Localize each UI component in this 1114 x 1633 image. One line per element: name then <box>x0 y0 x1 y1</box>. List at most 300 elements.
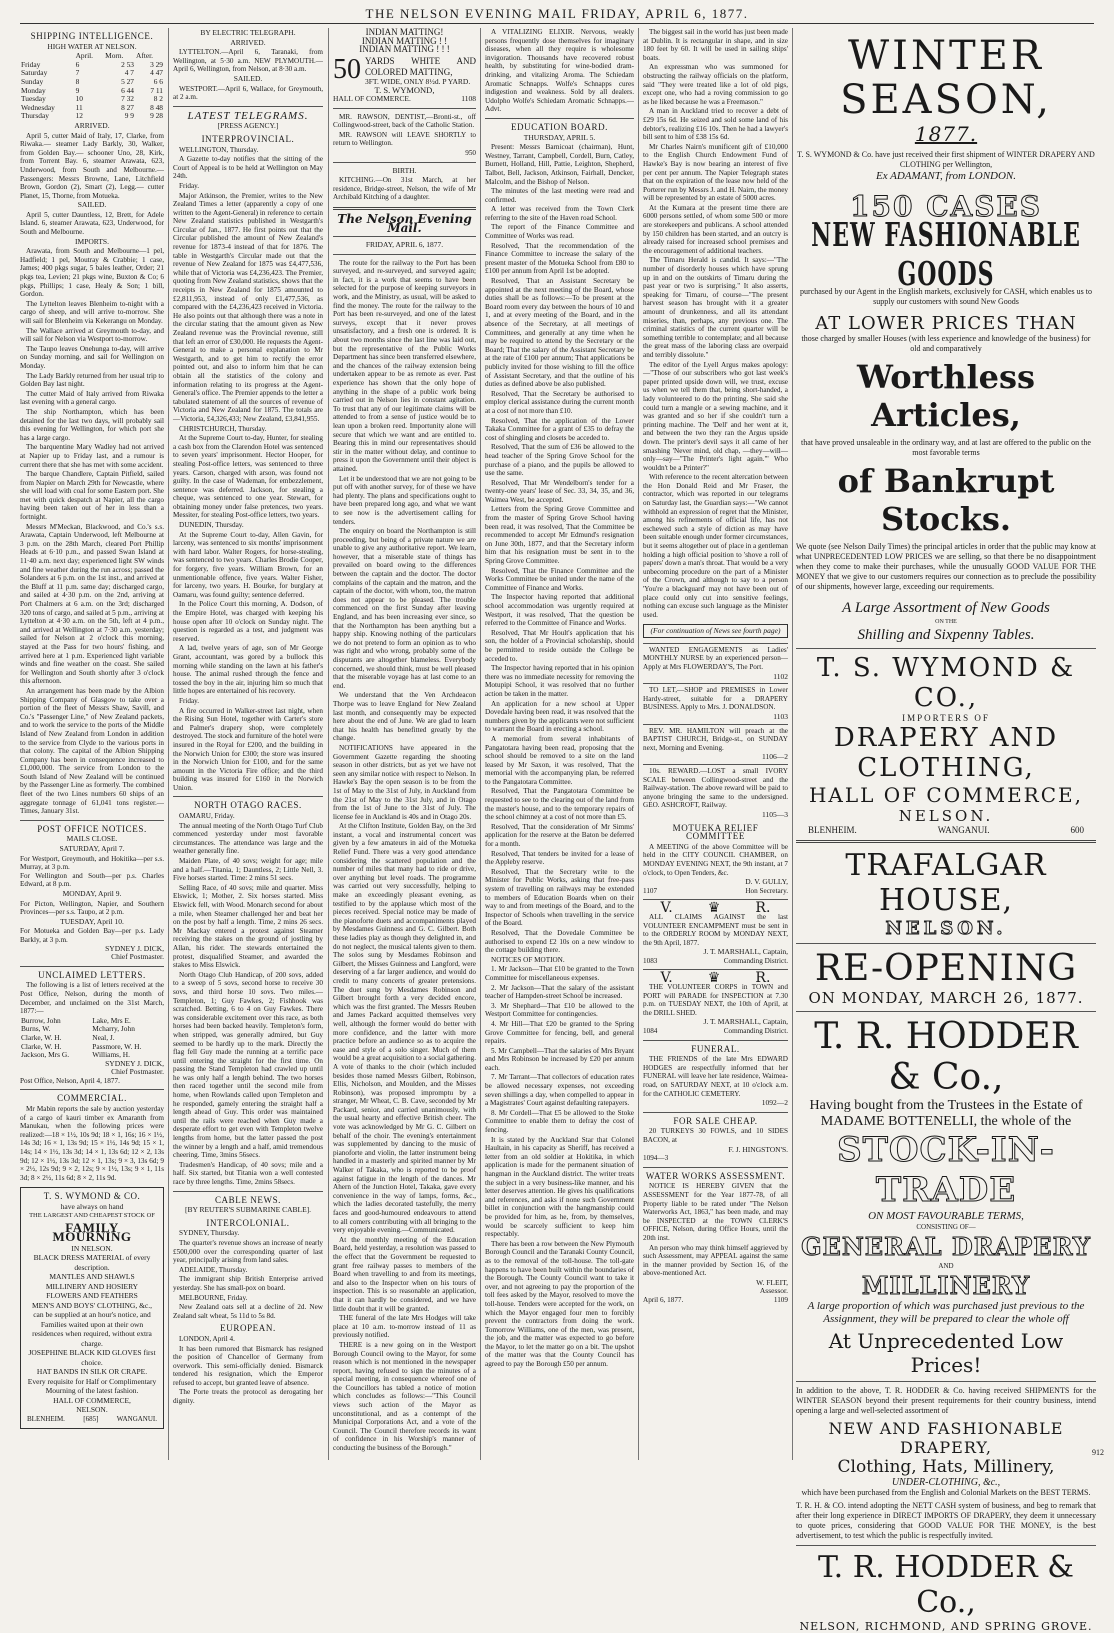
vr-heading <box>643 900 788 917</box>
divider <box>333 207 476 210</box>
continuation-note: (For continuation of News see fourth page) <box>643 624 788 638</box>
tide-cell: 9 <box>75 85 80 95</box>
education-paragraph: Letters from the Spring Grove Committee and from the master of Spring Grove School having been read, it was resolved, That the Committee be recommended to accept Mr Edmund's resignation on June 30th, 1877, and that the Secretary inform him that his resignation must be sent in to the Spring Grove Committee. <box>485 505 634 566</box>
advert-number: 1106—2 <box>762 752 788 762</box>
unclaimed-name: Williams, H. <box>92 1050 130 1060</box>
page-number: 912 <box>1092 1448 1104 1457</box>
divider <box>643 1167 788 1168</box>
education-paragraph: Resolved, That the Dovedale Committee be authorised to expend £2 10s on a new window to the cottage building there. <box>485 928 634 955</box>
editorial-paragraph: At the Clifton Institute, Golden Bay, on the 3rd instant, a vocal and instrumental concert was given by a few amateurs in aid of the Motueka Relief Fund. There was a very good attendance considering the scattered population and the number of miles that many had to ride or drive, over anything but level roads. The programme was carried out very successfully, helping to make an exceedingly pleasant evening, as testified to by the applause which most of the pieces received. Special notice may be made of the pianoforte duets and accompaniments played by Mesdames Guinness and G. C. Gilbert. Both these ladies play as though they delighted in, and do not neglect, the musical talents given to them. The solos sung by Mesdames Robinson and Gilbert, the Misses Guinness and Langford, were deserving of a far larger audience, and would do credit to many concerts of greater pretensions. The duet sung by Mesdames Robinson and Gilbert brought forth a very decided encore, which was the first granted. The Messrs Reuben and James Packard acquitted themselves very well, although the former would do better with more confidence, and the latter with more practice before an audience so as to acquire the ease and style of a solo singer. Much of them would be a great acquisition to a social gathering. A vote of thanks to the choir (which included besides those named Messrs Gilbert, Robinson, Ellis, Nicholson, and Moulden, and the Misses Robinson), was proposed impromptu by a stranger, Mr Wheat, C. B. Cave, seconded by Mr Packard, senior, and carried unanimously, with the usual hearty and effective British cheer. The vote was acknowledged by Mr G. C. Gilbert on behalf of the choir. The evening's entertainment was supplemented by dancing to the music of pianoforte and violin, the latter instrument being handled in a masterly and spirited manner by Mr Walker of Takaka, who is reported to be proof against fatigue in the length of the dances. Mr Ahern of the Junction Hotel, Takaka, gave every convenience in the way of lamps, forms, &c., which the ladies decorated tastefully, the merry faces and good-humoured endeavours to attend to all comers contributing with all bringing to the very enjoyable evening.—Communicated. <box>333 822 476 1235</box>
unclaimed-name: Clarke, W. H. <box>21 1032 62 1042</box>
education-paragraph: Present: Messrs Barnicoat (chairman), Hunt, Westney, Tarrant, Campbell, Cordell, Burn, Catley, Burnett, Holland, Hill, Pattie, Leighton, Shepherd, Talbot, Bell, Jackson, Atkinson, Fairhall, Dencker, Malcolm, and the Bishop of Nelson. <box>485 143 634 186</box>
races-paragraph: The annual meeting of the North Otago Turf Club commenced yesterday under most favorable circumstances. The attendance was large and the weather generally fine. <box>173 821 323 856</box>
vr-heading <box>643 970 788 987</box>
new-goods-headline: NEW FASHIONABLE GOODS <box>811 216 1081 294</box>
education-paragraph: 8. Mr Cordell—That £5 be allowed to the Stoke Committee to enable them to defray the cost of fencing. <box>485 1108 634 1135</box>
education-paragraph: Resolved, That Mr Wendelborn's tender for a twenty-one years' lease of Sec. 33, 34, 35, and 36, Waimea West, be accepted. <box>485 478 634 504</box>
water-text-2: An person who may think himself aggrieved by such Assessment, may APPEAL against the same in the manner provided by Section 16, of the above-mentioned Act. <box>643 1243 788 1278</box>
tide-cell: 8 2 <box>153 94 163 104</box>
divider <box>796 840 1096 843</box>
editorial-paragraph: The route for the railway to the Port has been surveyed, and re-surveyed, and surveyed again; in fact, it is a work that seems to have been selected for the purpose of keeping surveyors in work, and the Ministry, as usual, will be asked to find the money. The route for the railway to the Port has been re-surveyed, and one of the latest surveys, except that it never proves unsatisfactory, and a fresh one is ordered. It is about two months since the last line was laid out, but the representative of the Public Works Department has since been transferred elsewhere, and the chances of the railway extension being undertaken appear to be as remote as ever. Past experience has shown that the only hope of anything in the shape of a public work being carried out in Nelson lies in constant agitation. To trust that any of our legitimate claims will be attended to from a sense of justice would be to lean upon a broken reed. Importunity alone will secure that which we want and are entitled to. Bearing this in mind our representatives should stir in the matter without delay, and continue to press it upon the Government until their object is attained. <box>333 258 476 473</box>
tide-col: Morn. <box>105 51 124 61</box>
interprovincial-heading: INTERPROVINCIAL. <box>201 133 295 144</box>
imports-text: Arawata, from South and Melbourne—1 pel, Hadfield; 1 pel, Moutray & Crabbie; 1 case, James; 400 pkgs sugar, 5 bales leather, Order; 21 pkgs tea, Levien; 21 pkgs wine, Buxton & Co; 6 pkgs, Phillips; 1 case, Healy & Son; 1 bill, Gordon. <box>20 247 164 299</box>
column-news-adverts <box>643 28 788 1460</box>
advert-number: 1094—3 <box>643 1154 669 1163</box>
clothing-hats: Clothing, Hats, Millinery, <box>837 1457 1055 1477</box>
education-paragraph: Resolved, That an Assistant Secretary be appointed at the next meeting of the Board, whose duties shall be as follows:—To be present at the Board room every day between the hours of 10 and 1, and at every meeting of the Board, and in the absence of the Secretary, at all meetings of Committees, and generally at any time when he may be required to attend by the Secretary or the Board; That the salary of the Assistant Secretary be at the rate of £100 per annum; That applications be publicly invited for those wishing to fill the office of Assistant Secretary, and that the outline of his duties as defined above be also published. <box>485 277 634 389</box>
arrived-heading: ARRIVED. <box>230 37 266 47</box>
tide-cell: 8 27 <box>121 102 134 112</box>
news-paragraph: A man in Auckland tried to recover a debt of £29 15s 6d. He seized and sold some land of his debtor's, realizing £16 10s. Then he had a lawyer's bill sent to him of £38 15s 6d. <box>643 107 788 142</box>
water-date: April 6, 1877. <box>643 1296 684 1305</box>
shipping-paragraph: The barque Chandlere, Captain Pitfield, sailed from Napier on March 29th for Newcastle, where she will load with coal for some Eastern port. She met with quick despatch at Napier, all the cargo having been taken out of her in less than a fortnight. <box>20 470 164 522</box>
news-paragraph: The biggest sail in the world has just been made at Dublin. It is rectangular in shape, and in size 180 feet by 60. It will be used in sailing ships' boats. <box>643 28 788 62</box>
drapery-clothing: DRAPERY AND CLOTHING, <box>833 723 1059 783</box>
column-rule <box>792 28 793 1460</box>
birth-heading: BIRTH. <box>392 165 417 175</box>
divider <box>643 1040 788 1041</box>
education-paragraph: Resolved, That the sum of £36 be allowed to the head teacher of the Spring Grove School for the purchase of a piano, and the pupils be allowed to use the same. <box>485 443 634 478</box>
column-drapery-adverts <box>796 28 1096 1633</box>
classified-text: WANTED ENGAGEMENTS as Ladies' MONTHLY NURSE by an experienced person—Apply at Mrs FLOWERDAY'S, The Port. <box>643 645 788 672</box>
commercial-heading: COMMERCIAL. <box>57 1093 127 1104</box>
classified-text: REV. MR. HAMILTON will preach at the BAPTIST CHURCH, Bridge-st., on SUNDAY next, Morning and Evening. <box>643 726 788 752</box>
shipping-paragraph: The Taupo leaves Onehunga to-day, will arrive on Sunday morning, and sail for Wellington on Monday. <box>20 344 164 370</box>
advert-line: have always on hand <box>60 1201 124 1211</box>
tide-cell: 5 27 <box>121 76 134 86</box>
and-line: AND <box>938 1262 954 1270</box>
european-paragraph: The Porte treats the protocol as derogating her dignity. <box>173 1388 323 1406</box>
shipping-paragraph: The Lady Barkly returned from her usual trip to Golden Bay last night. <box>20 371 164 389</box>
hall-of-commerce: HALL OF COMMERCE, <box>808 783 1083 807</box>
news-paragraph: With reference to the recent altercation between the Hon Donald Reid and Mr Fraser, the contractor, which was reported in our telegrams on Saturday last, the Guardian says:—"We cannot withhold an expression of regret that the Minister, among his refinements of official life, has not eschewed such a style of diction as may have been suitable enough under former circumstances, but it seems altogether out of place in a gentleman holding a high official position to 'shove a roll of papers' down a man's throat. That would be a very unbecoming procedure on the part of a Minister of the Crown, and although to say to a person 'You're a blackguard' may not have been out of place could only cut into sensitive feelings, nothing can excuse such language as the Minister used. <box>643 473 788 619</box>
tables-line: Shilling and Sixpenny Tables. <box>857 627 1035 643</box>
tide-table <box>20 52 164 121</box>
purchased-text: purchased by our Agent in the English markets, exclusively for CASH, which enables us to supply our customers with sound New Goods <box>800 287 1092 306</box>
education-date: THURSDAY, APRIL 5. <box>523 132 596 142</box>
education-paragraph: Resolved, That the Finance Committee and the Works Committee be united under the name of the Committee of Finance and Works. <box>485 566 634 592</box>
divider <box>173 1191 323 1192</box>
classified-advert <box>643 643 788 681</box>
bankrupt-headline: of Bankrupt Stocks. <box>837 462 1055 538</box>
unclaimed-table <box>20 1017 164 1060</box>
tide-cell: 8 <box>75 76 80 86</box>
post-signature-title: Chief Postmaster. <box>111 952 164 962</box>
matting-price: 3FT. WIDE, ONLY 8½d. P YARD. <box>365 76 471 86</box>
divider <box>485 118 634 119</box>
trafalgar-house: TRAFALGAR HOUSE, <box>845 848 1047 918</box>
arrived-text: April 5, cutter Maid of Italy, 17, Clarke, from Riwaka.— steamer Lady Barkly, 30, Walker, from Golden Bay.— schooner Uno, 28, Kirk, from Torrent Bay. 6, steamer Arawata, 623, Underwood, from South and Melbourne.—Passengers: Messrs Browne, Lane, Litchfield Brown, Gordon (2), Smart (2), Legg.— cutter Planet, 15, Thorne, from Motueka. <box>20 131 164 200</box>
hodder-firm: T. R. HODDER & Co., <box>814 1016 1078 1098</box>
column-telegrams <box>173 28 323 1460</box>
education-paragraph: The Inspector having reported that additional school accommodation was urgently required at Westport, it was resolved, That the question be referred to the Committee of Finance and Works. <box>485 593 634 628</box>
telegram-paragraph: WELLINGTON, Thursday. <box>179 145 259 154</box>
divider <box>643 1112 788 1113</box>
relief-text: A MEETING of the above Committee will be held in the CITY COUNCIL CHAMBER, on MONDAY EVENING NEXT, the 9th instant, at 7 o'clock, to Open Tenders, &c. <box>643 842 788 877</box>
water-signature: W. FLEIT, <box>756 1277 788 1287</box>
mourning-item: JOSEPHINE BLACK KID GLOVES first choice. <box>28 1348 156 1367</box>
divider <box>20 820 164 821</box>
shipping-paragraph: The Wallace arrived at Greymouth to-day, and will sail for Nelson via Westport to-morrow. <box>20 326 164 344</box>
mail-line: For Motueka and Golden Bay—per p.s. Lady Barkly, at 3 p.m. <box>20 927 164 944</box>
races-paragraph: North Otago Club Handicap, of 200 sovs, added to a sweep of 5 sovs, second horse to receive 30 sovs, and third horse 10 sovs. Two miles.—Templeton, 1; Guy Fawkes, 2; Fishhook was scratched. Betting, 6 to 4 on Guy Fawkes. There was considerable excitement over this race, as both horses had been backed heavily. Templeton's form, when stripped, was generally admired, but Guy seemed to be hardly up to the mark. Directly the flag fell Guy made the running at a terrific pace until entering the straight for the first time. On passing the Stand Templeton had crawled up until he was only half a length behind. The two horses then raced together until the second mile from home, when Rowlands called upon Templeton and he responded, gamely entering the straight half a length ahead of Guy. This order was maintained until the rails were reached when Guy made a desperate effort to get even with Templeton twelve lengths from home, but the latter passed the post the winner by a length and a half, amid tremendous cheering. Time, 3mins 56secs. <box>173 970 323 1160</box>
branch-wanganui: WANGANUI. <box>937 825 990 835</box>
commercial-text: Mr Mabin reports the sale by auction yesterday of a cargo of kauri timber ex Amaranth from Manukau, when the following prices were realized:—18 × 1½, 10s 9d; 18 × 1, 16s; 16 × 1½, 14s 3d; 16 × 1, 13s 9d; 15 × 1½, 14s 9d; 15 × 1, 14s; 14 × 1½, 13s 3d; 14 × 1, 13s 6d; 12 × 2, 13s 9d; 12 × 1½, 13s 3d; 12 × 1, 13s; 9 × 3, 13s 6d; 9 × 2½, 12s 9d; 9 × 2, 12s; 9 × 1½, 13s; 9 × 1, 11s 3d; 8 × 2½, 11s 6d; 8 × 2, 11s 9d. <box>20 1105 164 1182</box>
education-paragraph: Resolved, That the Pangatotara Committee be requested to see to the clearing out of the land from the master's house, and to the temporary repairs of the school chimney at a cost of not more than £5. <box>485 787 634 822</box>
education-paragraph: It is stated by the Auckland Star that Colonel Haultain, in his capacity as Sheriff, has received a letter from an old soldier at Hokitika, in which application is made for the permanent situation of hangman in the Auckland district. The writer treats the subject in a very business-like manner, and his letter deserves attention. He gives his qualifications and references, and asks if none such Government billet in conjunction with the hangmanship could be provided for him, as he, from, by themselves, would be scarcely sufficient to keep him respectably. <box>485 1135 634 1239</box>
education-paragraph: An application for a new school at Upper Dovedale having been read, it was resolved that the numbers given by the applicants were not sufficient to warrant the Board in erecting a school. <box>485 699 634 734</box>
advert-headline: FAMILY MOURNING <box>52 1219 132 1245</box>
editorial-paragraph: THERE is a new going on in the Westport Borough Council owing to the Mayor, for some reason which is not mentioned in the newspaper report, having refused to sign the minutes of a special meeting, in consequence whereof one of the Councillors has tabled a notice of motion which concludes as follows:—"This Council views such action of the Mayor as unconstitutional, and as a contempt of the Municipal Corporations Act, and a vote of the Council. The Council therefore records its want of confidence in his Worship's manner of conducting the business of the Borough." <box>333 1340 476 1453</box>
on-the: ON THE <box>935 619 957 625</box>
sailed-heading: SAILED. <box>233 73 263 83</box>
unclaimed-heading: UNCLAIMED LETTERS. <box>38 969 146 980</box>
telegram-paragraph: In the Police Court this morning, A. Dodson, of the Empire Hotel, was charged with keeping his house open after 10 o'clock on Sunday night. The question is regarded as a test, and judgment was reserved. <box>173 600 323 643</box>
education-paragraph: The report of the Finance Committee and Committee of Works was read. <box>485 223 634 241</box>
classified-advert <box>643 683 788 721</box>
advert-town: IN NELSON. <box>71 1243 113 1253</box>
hodder-firm-footer: T. R. HODDER & Co., <box>818 1550 1074 1620</box>
editorial-paragraph: The enquiry on board the Northampton is still proceeding, but being of a private nature we are unable to give any authoritative report. We learn, however, that a miserable state of things has prevailed on board owing to the differences between the captain and the doctor. The doctor complains of the captain and the matron, and the captain of the doctor, with whom, too, the matron does not appear to be pleased. The trouble commenced on the first Sunday after leaving England, and has been increasing ever since, so that the Northampton has been anything but a happy ship. Knowing nothing of the particulars we do not pretend to form an opinion as to who was right and who wrong, probably some of the disputants are altogether blameless. Everybody concerned, we should think, must be well pleased that the miserable voyage has at last come to an end. <box>333 527 476 690</box>
advert-number: 1083 <box>643 956 658 965</box>
shipping-paragraph: The ship Northampton, which has been detained for the last two days, will probably sail this evening for Wellington, for which port she has a large cargo. <box>20 407 164 442</box>
unclaimed-signature: SYDNEY J. DICK, <box>105 1058 164 1068</box>
cable-heading: CABLE NEWS. <box>214 1194 282 1205</box>
advert-number: 1107 <box>643 886 658 895</box>
water-text: NOTICE IS HEREBY GIVEN that the ASSESSMENT for the Year 1877-78, of all Property liable to be rated under "The Nelson Waterworks Act, 1863," has been made, and may be INSPECTED at the TOWN CLERK'S OFFICE, Nelson, during Office Hours, until the 20th inst. <box>643 1182 788 1242</box>
advert-foot-right: WANGANUI. <box>116 1414 157 1423</box>
winter-season-year: 1877. <box>914 122 978 146</box>
shipping-paragraph: An arrangement has been made by the Albion Shipping Company of Glasgow to take over a portion of the fleet of Messrs Shaw, Savill, and Co.'s "Passenger Line," of New Zealand packets, and to work the service to the ports of the Middle Island of New Zealand from London in addition to the service from Clyde to the various ports in that colony. The capital of the Albion Shipping Company has been in consequence increased to £1,000,000. The service from London to the South Island of New Zealand will be continued by the Passenger Line as formerly. The combined fleet of the two Lines numbers 60 ships of an aggregate tonnage of 61,041 tons register.—Times, January 31st. <box>20 686 164 816</box>
education-paragraph: 1. Mr Jackson—That £10 be granted to the Town Committee for miscellaneous expenses. <box>485 965 634 982</box>
matting-desc: YARDS WHITE AND COLORED MATTING, <box>365 55 476 77</box>
telegram-paragraph: Friday. <box>179 181 200 190</box>
news-paragraph: Mr Charles Nairn's munificent gift of £10,000 to the English Church Endowment Fund of Hawke's Bay is now bearing an interest of five per cent per annum. The Napier Telegraph states that on the expiration of the lease now held of the Porterer run by Messrs J. and H. Nairn, the money will be represented by an estate of 5000 acres. <box>643 142 788 203</box>
tide-heading: HIGH WATER AT NELSON. <box>47 41 137 51</box>
divider <box>796 1545 1096 1546</box>
education-paragraph: Resolved, That the Secretary be authorised to employ clerical assistance during the current month at a cost of not more than £10. <box>485 389 634 415</box>
vr-title: Commanding District. <box>723 956 788 965</box>
advert-hall: HALL OF COMMERCE, <box>53 1395 131 1405</box>
mails-heading: MAILS CLOSE. <box>66 834 118 844</box>
advert-number: 1092—2 <box>761 1098 788 1108</box>
news-paragraph: The editor of the Lyell Argus makes apology:—"Those of our subscribers who got last week's paper printed upside down will, we trust, excuse us when we tell them that, being short-handed, a lady volunteered to do the printing. She said she could turn a mangle or a sewing machine, and it was granted and so her if she couldn't turn a printing machine. The 'Dell' and her went at it, and between the two they ran the Argus upside down. The printer's devil says it all came of her smashing 'Never mind, old chap, —they—will—only—say—"The Printer's light again."' Who wouldn't be a Printer?" <box>643 360 788 472</box>
column-education <box>485 28 634 1460</box>
tide-cell: Thursday <box>21 111 49 121</box>
mourning-item: MEN'S AND BOYS' CLOTHING, &c., can be supplied at an hour's notice, and Families waited upon at their own residences when required, without extra charge. <box>32 1300 152 1348</box>
tide-cell: 9 28 <box>150 111 163 121</box>
advert-number: 950 <box>465 148 476 157</box>
water-title: Assessor. <box>759 1286 788 1296</box>
nelson-town: NELSON. <box>898 807 994 825</box>
divider <box>333 162 476 163</box>
millinery: MILLINERY <box>861 1271 1031 1300</box>
quote-text: We quote (see Nelson Daily Times) the principal articles in order that the public may know at what UNPRECEDENTED LOW PRICES we are selling, so that there be no disappointment when they come to make their purchases, while the unusually GOOD VALUE FOR THE MONEY that we give to our customers requires our connection as to preclude the possibility of our shipments, however large, exceeding our requirements. <box>796 542 1096 591</box>
shipping-paragraph: The cutter Maid of Italy arrived from Riwaka last evening with a general cargo. <box>20 389 164 407</box>
education-paragraph: Resolved, That the recommendation of the Finance Committee to increase the salary of the present master of the Motueka School from £80 to £100 per annum from April 1st be adopted. <box>485 241 634 276</box>
post-signature: SYDNEY J. DICK, <box>105 943 164 953</box>
telegram-paragraph: Friday. <box>179 696 200 705</box>
column-rule <box>480 28 481 1460</box>
unclaimed-name: Burrow, John <box>21 1015 61 1025</box>
telegram-paragraph: At the Supreme Court to-day, Allen Gavin, for larceny, was sentenced to six months' imprisonment with hard labor. Walter Rogers, for horse-stealing, was sentenced to two years. Charles Brodie Cooper, for forgery, five years. William Brown, for an unmentionable offence, five years. Walter Fisher, for larceny, two years. H. Bourke, for burglary at Oamaru, was found guilty; sentence deferred. <box>173 530 323 599</box>
tide-cell: 3 29 <box>150 59 163 69</box>
importers-of: IMPORTERS OF <box>902 713 990 723</box>
paper-title: The Nelson Evening Mail. <box>337 211 472 235</box>
tide-cell: 4 7 <box>124 68 134 78</box>
classified-text: 10s. REWARD.—LOST a small IVORY SCALE between Collingwood-street and the Railway-station. The above reward will be paid to anyone bringing the same to the undersigned. GEO. ASHCROFT, Railway. <box>643 767 788 810</box>
matting-line: INDIAN MATTING ! ! ! <box>359 44 450 55</box>
intercolonial-heading: INTERCOLONIAL. <box>206 1217 290 1228</box>
education-paragraph: Resolved, That the application of the Lower Takaka Committee for a grant of £35 to defray the cost of shingling and closets be acceded to. <box>485 416 634 442</box>
intercolonial-paragraph: ADELAIDE, Thursday. <box>179 1265 248 1274</box>
tide-cell: 7 11 <box>150 85 163 95</box>
intercolonial-paragraph: The immigrant ship British Enterprise arrived yesterday. She has small-pox on board. <box>173 1275 323 1292</box>
under-clothing: UNDER-CLOTHING, &c., <box>891 1477 1001 1488</box>
races-paragraph: Selling Race, of 40 sovs; mile and quarter. Miss Elswick, 1; Mother, 2. Six horses started. Miss Elswick fell, with Wood. Monarch second for about a mile, when Steamer challenged her and beat her on the post by half a length. Time, 2 mins 26 secs. Mr Mackay entered a protest against Steamer receiving the stakes on the ground of jostling by Allan, his rider. The stewards entertained the protest, disqualified Steamer, and awarded the stakes to Miss Elswick. <box>173 883 323 970</box>
arrived-heading: ARRIVED. <box>74 120 110 130</box>
mail-line: For Picton, Wellington, Napier, and Southern Provinces—per s.s. Taupo, at 2 p.m. <box>20 899 164 917</box>
tide-cell: Monday <box>21 85 46 95</box>
european-heading: EUROPEAN. <box>220 1323 276 1334</box>
stock-in-trade: STOCK-IN-TRADE <box>837 1130 1055 1210</box>
advert-foot-left: BLENHEIM. <box>27 1414 65 1423</box>
unclaimed-signature-title: Chief Postmaster. <box>111 1067 164 1077</box>
mourning-item: MILLINERY AND HOSIERY <box>45 1281 139 1291</box>
education-paragraph: Resolved, That the Secretary write to the Minister for Public Works, asking that free-pass system of travelling on railways may be extended to members of Education Boards when on their way to and from meetings of the Board, and to the Inspector of Schools when travelling in the service of the Board. <box>485 867 634 928</box>
education-paragraph: The minutes of the last meeting were read and confirmed. <box>485 187 634 204</box>
telegram-paragraph: At the Supreme Court to-day, Hunter, for stealing a cash box from the Clarendon Hotel was sentenced to seven years' imprisonment. Hector Hooper, for stealing Post-office letters, was sentenced to three years. Carson, charged with arson, was found not guilty. In the case of Wademan, for embezzlement, sentence was deferred. Jackson, for stealing a cheque, was sentenced to one year. Stewart, for obtaining money under false pretences, two years. Messiter, for stealing Post-office letters, two years. <box>173 434 323 520</box>
column-rule <box>168 28 169 1460</box>
education-paragraph: A letter was received from the Town Clerk referring to the site of the Haven road School. <box>485 205 634 222</box>
charged-text: those charged by smaller Houses (with less experience and knowledge of the business) for old and comparatively <box>801 334 1091 353</box>
classified-advert <box>643 764 788 820</box>
unclaimed-name: Neal, J. <box>92 1032 115 1042</box>
lower-prices-headline: AT LOWER PRICES THAN <box>815 313 1077 334</box>
education-paragraph: 5. Mr Campbell—That the salaries of Mrs Bryant and Mrs Robinson be increased by £20 per annum each. <box>485 1046 634 1072</box>
mail-line: SATURDAY, April 7. <box>59 844 125 854</box>
tide-cell: 7 <box>75 68 80 78</box>
matting-hall <box>333 95 476 104</box>
unclaimed-name: Clarke, W. H. <box>21 1041 62 1051</box>
advert-number: 1102 <box>773 671 788 681</box>
telegram-paragraph: DUNEDIN, Thursday. <box>179 521 244 530</box>
divider <box>20 1089 164 1090</box>
education-paragraph: A memorial from several inhabitants of Pangatotara having been read, proposing that the school should be removed to a site on the land leased by Mr Saxon, it was resolved, That the memorial with the accompanying plan, be referred to the Pangatotara Committee. <box>485 734 634 786</box>
branch-blenheim: BLENHEIM. <box>808 825 857 835</box>
vr-notice-1: ALL CLAIMS AGAINST the last VOLUNTEER ENCAMPMENT must be sent in to the ORDERLY ROOM by MONDAY NEXT, the 9th April, 1877. <box>643 912 788 947</box>
editorial-paragraph: NOTIFICATIONS have appeared in the Government Gazette regarding the shooting season in other districts, but as yet we have not seen any similar notice with respect to Nelson. In Hawke's Bay the open season is to be from the 1st of May to the 31st of July, in Auckland from the 21st of May to the 31st July, and in Otago from the 1st of June to the 31st of July. The license fee in Auckland is 40s and in Otago 20s. <box>333 743 476 821</box>
column-editorial <box>333 28 476 1460</box>
education-paragraph: Resolved, That Mr Hoult's application that his son, the holder of a Provincial scholarship, should be permitted to reside outside the College be acceded to. <box>485 628 634 663</box>
unclaimed-name: Lake, Mrs E. <box>92 1015 131 1025</box>
unclaimed-name: Passmore, W. H. <box>92 1041 142 1051</box>
tide-cell: 12 <box>75 111 83 121</box>
tide-cell: 8 48 <box>150 102 163 112</box>
mourning-item: BLACK DRESS MATERIAL of every description. <box>33 1253 151 1272</box>
vr-title: Commanding District. <box>723 1027 788 1036</box>
news-paragraph: The Timaru Herald is candid. It says:—"The number of disorderly houses which have sprung up in and on the outskirts of Timaru during the past year or two is surprising." It also asserts, speaking for Timaru, of course—"The present harvest season has brought with it a greater amount of drunkenness, and all its attendant miseries, than, perhaps, any previous one. The criminal statistics of the current quarter will be something terrible to contemplate; and all because the great mass of the laboring class are overpaid and terribly dissolute." <box>643 256 788 359</box>
cases-headline: 150 CASES <box>850 190 1042 223</box>
vr-notice-2: THE VOLUNTEER CORPS in TOWN and PORT will PARADE for INSPECTION at 7.30 p.m. on TUESDAY NEXT, the 10th of April, at the DRILL SHED. <box>643 983 788 1017</box>
sale-heading: FOR SALE CHEAP. <box>673 1115 758 1126</box>
tide-col: April. <box>75 51 94 61</box>
divider <box>796 1381 1096 1382</box>
classified-advert <box>643 724 788 762</box>
reopening-date: ON MONDAY, MARCH 26, 1877. <box>808 989 1084 1007</box>
tide-cell: Wednesday <box>21 102 55 112</box>
reopening-headline: RE-OPENING <box>814 948 1078 989</box>
tide-col: After. <box>136 51 154 61</box>
divider <box>796 943 1096 944</box>
races-paragraph: Maiden Plate, of 40 sovs; weight for age; mile and a half.—Titania, 1; Dauntless, 2; Little Nell, 3. Five horses started. Time: 2 mins 51 secs. <box>173 857 323 883</box>
unsaleable-text: that have proved unsaleable in the ordinary way, and at last are offered to the public on the most favorable terms <box>801 438 1091 457</box>
purchased-markets: which have been purchased from the English and Colonial Markets on the BEST TERMS. <box>801 1488 1091 1497</box>
education-heading: EDUCATION BOARD. <box>510 121 609 132</box>
advert-line: THE LARGEST AND CHEAPEST STOCK OF <box>29 1212 155 1220</box>
mail-line: For Wellington and South—per p.s. Charles Edward, at 8 p.m. <box>20 871 164 889</box>
tide-cell: Friday <box>21 59 41 69</box>
advert-number: 1084 <box>643 1027 658 1036</box>
telegraph-heading: BY ELECTRIC TELEGRAPH. <box>200 28 296 37</box>
sale-signature: F. J. HINGSTON'S. <box>728 1144 788 1154</box>
races-paragraph: OAMARU, Friday. <box>179 812 235 821</box>
tide-cell: Tuesday <box>21 94 46 104</box>
winter-intro: T. S. WYMOND & Co. have just received their first shipment of WINTER DRAPERY AND CLOTHING per Wellington, <box>797 150 1095 169</box>
hodder-towns: NELSON, RICHMOND, AND SPRING GROVE. <box>799 1620 1093 1633</box>
unclaimed-name: Jackson, Mrs G. <box>21 1050 70 1060</box>
funeral-heading: FUNERAL. <box>691 1043 740 1054</box>
tide-row <box>20 112 164 121</box>
post-office-heading: POST OFFICE NOTICES. <box>37 823 147 834</box>
matting-number: 50 <box>333 53 361 85</box>
telegram-paragraph: Major Atkinson, the Premier, writes to the New Zealand Times a letter (apparently a copy of one written to the Agent-General) in reference to certain New Zealand statistics published in Westgarth's Circular of Jan., 1877. He first points out that the Circular published the amount of New Zealand's revenue for 1873-4 instead of that for 1876. The table in Westgarth's Circular made out that the revenue of New Zealand for 1875 was £4,477,536, while that of Victoria was £4,236,423. The Premier, quoting from New Zealand statistics, shows that the receipts in New Zealand for 1875 amounted to £2,811,953, instead of only £1,477,536, as compared with the £4,236,423 received in Victoria. He also points out that although there was a note in the circular stating that the amount given as New Zealand revenue was the Provincial revenue, still that left an error of £30,000. He requests the Agent-General to make a personal explanation to Mr Westgarth, and to get him to rectify the error pointed out, and also to inform him that he can obtain all the statistics of the colony and information relating to its progress at the Agent-General's office. The Premier appends to the letter a tabulated statement of all the sources of revenue of Victoria and New Zealand for 1875. The totals are—Victoria, £4,326,433; New Zealand, £3,841,955. <box>173 191 323 423</box>
tide-cell: 6 <box>75 59 80 69</box>
tide-cell: 4 47 <box>150 68 163 78</box>
european-paragraph: LONDON, April 4. <box>179 1334 235 1343</box>
unclaimed-name: Burns, W. <box>21 1024 51 1034</box>
shipping-heading: SHIPPING INTELLIGENCE. <box>30 31 154 41</box>
tide-cell: 11 <box>75 102 83 112</box>
mourning-advert <box>20 1187 164 1429</box>
divider <box>173 106 323 107</box>
funeral-text: THE FRIENDS of the late Mrs EDWARD HODGES are respectfully informed that her FUNERAL will leave her late residence, Waimea-road, on SATURDAY NEXT, at 10 o'clock a.m. for the CATHOLIC CEMETERY. <box>643 1055 788 1098</box>
sailed-text: April 5, cutter Dauntless, 12, Brett, for Adele Island. 6, steamer Arawata, 623, Underwood, for South and Melbourne. <box>20 210 164 237</box>
sailed-heading: SAILED. <box>77 200 107 210</box>
consisting-line: CONSISTING OF— <box>916 1223 976 1231</box>
races-heading: NORTH OTAGO RACES. <box>194 800 302 811</box>
new-fashionable-drapery: NEW AND FASHIONABLE DRAPERY, <box>828 1419 1064 1457</box>
matting-advert <box>333 53 476 87</box>
european-paragraph: It has been rumored that Bismarck has resigned the position of Chancellor of Germany from overwork. This semi-officially denied. Bismarck tendered his resignation, which the Emperor refused to accept, but granted leave of absence. <box>173 1344 323 1387</box>
unclaimed-name: Mcharry, John <box>92 1024 135 1034</box>
vr-letter-v: V. <box>660 970 673 987</box>
advert-number: 1103 <box>773 712 788 722</box>
having-bought: Having bought from the Trustees in the Estate of MADAME BOTTENELLI, the whole of the <box>809 1098 1083 1129</box>
trafalgar-nelson: NELSON. <box>885 918 1007 939</box>
press-agency: [PRESS AGENCY.] <box>217 121 279 131</box>
masthead-title: THE NELSON EVENING MAIL FRIDAY, APRIL 6, 1877. <box>365 5 749 21</box>
vr-signature: J. T. MARSHALL, Captain, <box>703 1017 788 1027</box>
education-paragraph: 3. Mr Shephard—That £10 be allowed to the Westport Committee for contingencies. <box>485 1001 634 1019</box>
classified-text: TO LET,—SHOP and PREMISES in Lower Hardy-street, suitable for a DRAPERY BUSINESS. Apply to Mrs. J. DONALDSON. <box>643 686 788 712</box>
large-proportion: A large proportion of which was purchased just previous to the Assignment, they will be prepared to clear the whole off <box>807 1300 1085 1325</box>
worthless-headline: Worthless Articles, <box>856 358 1036 434</box>
education-paragraph: Resolved, That the consideration of Mr Simms' application for the reserve at the Baton be deferred for a month. <box>485 822 634 849</box>
intercolonial-paragraph: SYDNEY, Thursday. <box>179 1229 240 1238</box>
education-paragraph: 4. Mr Hill—That £20 be granted to the Spring Grove Committee for fencing, bell, and general repairs. <box>485 1019 634 1046</box>
divider <box>796 1011 1096 1012</box>
nett-cash-text: T. R. H. & CO. intend adopting the NETT CASH system of business, and beg to remark that after their long experience in DIRECT IMPORTS OF DRAPERY, they deem it unnecessary to quote prices, considering that GOOD VALUE FOR THE MONEY, is the best advertisement, to test which the public is respectfully invited. <box>796 1501 1096 1540</box>
telegram-paragraph: A fire occurred in Walker-street last night, when the Rising Sun Hotel, together with Carter's store and Palmer's drapery shop, were completely destroyed. The stock and furniture of the hotel were insured in the Royal for £200, and the building in the Norwich Union for £300; the store was insured in the Norwich Union for £100, and for the same amount in the Victoria Fire office; and the third building was insured for £160 in the Norwich Union. <box>173 706 323 792</box>
unclaimed-text: The following is a list of letters received at the Post Office, Nelson, during the month of December, and unclaimed on the 31st March, 1877:— <box>20 981 164 1016</box>
mail-line: TUESDAY, April 10. <box>60 916 124 926</box>
terms-line: ON MOST FAVOURABLE TERMS, <box>868 1210 1024 1222</box>
mourning-item: MANTLES AND SHAWLS <box>49 1272 135 1282</box>
birth-text: KITCHING.—On 31st March, at her residence, Bridge-street, Nelson, the wife of Mr Archibald Kitching of a daughter. <box>333 176 476 202</box>
editorial-paragraph: THE funeral of the late Mrs Hodges will take place at 10 a.m. to-morrow instead of 11 as previously notified. <box>333 1314 476 1340</box>
editorial-paragraph: At the monthly meeting of the Education Board, held yesterday, a resolution was passed to the effect that the Government be requested to grant free railway passes to members of the Board when travelling to and from its meetings, and also to the Inspector when on his tours of inspection. This is so reasonable an application, that it can hardly be considered, and we have little doubt that it will be granted. <box>333 1235 476 1313</box>
latest-telegrams-heading: LATEST TELEGRAMS. <box>187 109 309 122</box>
vr-crest-icon: ♛ <box>707 900 721 917</box>
telegram-paragraph: A lad, twelve years of age, son of Mr George Grant, accountant, was gored by a bullock this morning while standing on the lawn at his father's house. The animal rushed through the fence and tossed the boy in the air, injuring him so much that little hopes are entertained of his recovery. <box>173 644 323 696</box>
mourning-item: HAT BANDS IN SILK OR CRAPE. <box>36 1367 148 1377</box>
assortment-line: A Large Assortment of New Goods <box>842 600 1050 616</box>
divider <box>333 236 476 237</box>
unprecedented-headline: At Unprecedented Low Prices! <box>828 1329 1064 1377</box>
telegram-paragraph: CHRISTCHURCH, Thursday. <box>179 424 267 433</box>
relief-heading: MOTUEKA RELIEF COMMITTEE <box>672 822 759 842</box>
tide-cell: 7 32 <box>121 94 134 104</box>
paper-date: FRIDAY, APRIL 6, 1877. <box>365 240 444 250</box>
matting-line: INDIAN MATTING ! ! <box>361 35 448 46</box>
water-heading: WATER WORKS ASSESSMENT. <box>645 1170 786 1181</box>
winter-season-title: WINTER SEASON, <box>840 33 1052 123</box>
intercolonial-paragraph: MELBOURNE, Friday. <box>179 1293 248 1302</box>
divider <box>796 648 1096 649</box>
telegram-paragraph: A Gazette to-day notifies that the sitting of the Court of Appeal is to be held at Wellington on May 24th. <box>173 155 323 181</box>
relief-title: Hon Secretary. <box>745 886 788 895</box>
divider <box>173 796 323 797</box>
advert-number: 1105—3 <box>762 809 788 819</box>
tide-cell: 6 44 <box>121 85 134 95</box>
general-drapery: GENERAL DRAPERY <box>801 1232 1091 1261</box>
sale-text: 20 TURKEYS 30 FOWLS, and 10 SIDES BACON, at <box>643 1127 788 1144</box>
mail-line: MONDAY, April 9. <box>62 889 122 898</box>
tide-cell: Saturday <box>21 68 48 78</box>
education-paragraph: 2. Mr Jackson—That the salary of the assistant teacher of Hampden-street School be increased. <box>485 983 634 1001</box>
vr-letter-v: V. <box>660 900 673 917</box>
matting-line: INDIAN MATTING! <box>365 27 444 37</box>
arrived-text: LYTTELTON.—April 6, Taranaki, from Wellington, at 5·30 a.m. NEW PLYMOUTH.—April 6, Wellington, from Nelson, at 8·30 a.m. <box>173 48 323 74</box>
divider <box>20 966 164 967</box>
education-paragraph: 7. Mr Tarrant—That collectors of education rates be allowed necessary expenses, not exceeding seven shillings a day, when compelled to appear in a Magistrates' Court against defaulting ratepayers. <box>485 1073 634 1108</box>
advert-foot-number: [685] <box>83 1414 99 1423</box>
cable-sub: [BY REUTER'S SUBMARINE CABLE]. <box>184 1205 312 1215</box>
winter-ship: Ex ADAMANT, from LONDON. <box>875 170 1017 182</box>
unclaimed-date: Post Office, Nelson, April 4, 1877. <box>20 1076 120 1085</box>
advert-number: 600 <box>1070 825 1084 835</box>
advert-footer <box>27 1415 157 1425</box>
column-rule <box>328 28 329 1460</box>
intercolonial-paragraph: The quarter's revenue shows an increase of nearly £500,000 over the corresponding quarter of last year, principally arising from land sales. <box>173 1238 323 1265</box>
news-paragraph: At the Kumara at the present time there are 6000 persons settled, of whom some 500 or more are storekeepers and publicans. A school attended by 150 children has been started, and an outcry is already raised for increased school premises and the encouragement of additional teachers. <box>643 203 788 255</box>
tide-cell: Sunday <box>21 76 44 86</box>
addition-text: In addition to the above, T. R. HODDER & Co. having received SHIPMENTS for the WINTER SEASON beyond their present requirements for their country business, intend opening a large and well-selected assortment of <box>796 1386 1096 1415</box>
sailed-text: WESTPORT.—April 6, Wallace, for Greymouth, at 2 a.m. <box>173 84 323 102</box>
mail-line: For Westport, Greymouth, and Hokitika—per s.s. Murray, at 3 p.m. <box>20 854 164 872</box>
